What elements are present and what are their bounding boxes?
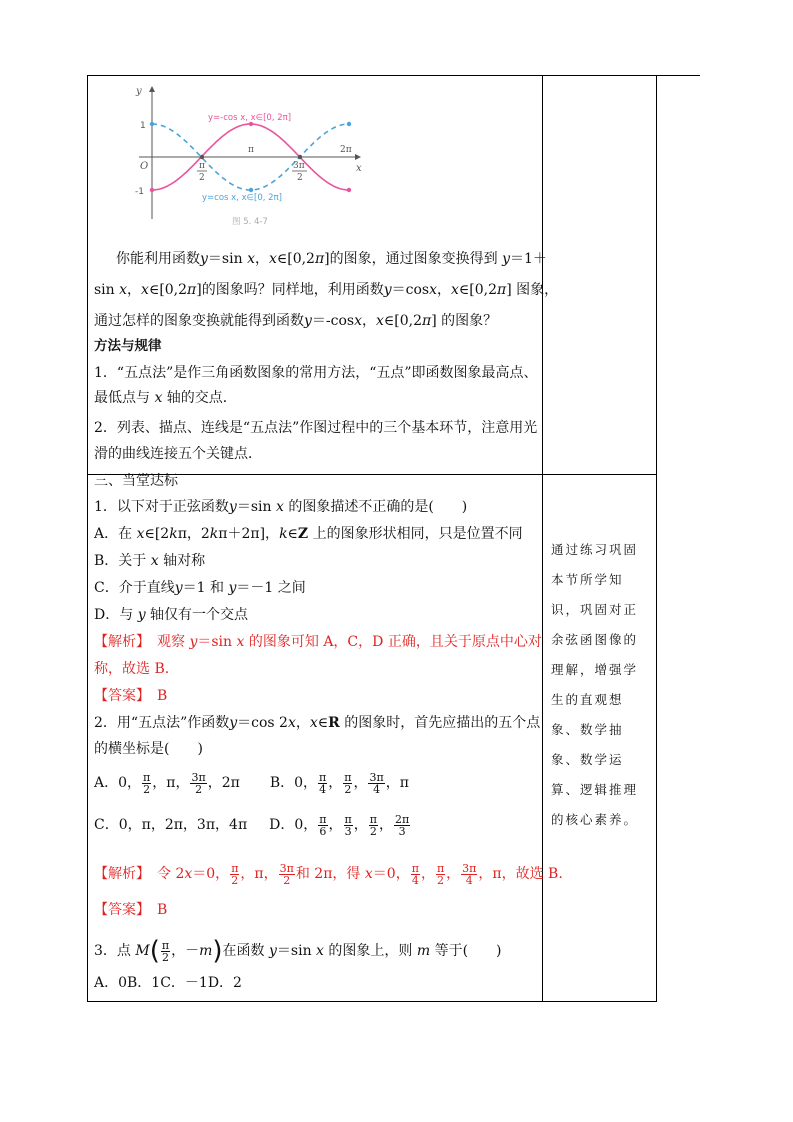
point-start-top	[150, 122, 154, 126]
intro-line-2: sin x，x∈[0,2π]的图象吗？同样地，利用函数y＝cosx，x∈[0,2π] 图象，	[94, 282, 559, 298]
q1-analysis: 【解析】 观察 y＝sin x 的图象可知 A，C，D 正确，且关于原点中心对	[94, 634, 542, 650]
method-point-2a: 2．列表、描点、连线是“五点法”作图过程中的三个基本环节，注意用光	[94, 420, 538, 436]
side-cell-top	[543, 76, 657, 475]
q1-answer: 【答案】 B	[94, 688, 168, 704]
tick-half-pi-num: π	[199, 161, 205, 171]
method-point-2b: 滑的曲线连接五个关键点．	[94, 446, 262, 462]
q1-analysis-cont: 称，故选 B.	[94, 661, 170, 677]
y-axis-label: y	[136, 86, 142, 97]
q2-stem-cont: 的横坐标是( )	[94, 741, 203, 757]
tick-minus1-label: -1	[135, 187, 144, 197]
q1-option-d: D．与 y 轴仅有一个交点	[94, 607, 249, 623]
point-half-pi	[200, 155, 204, 159]
trig-figure	[134, 84, 394, 234]
q2-answer: 【答案】 B	[94, 902, 168, 918]
tick-pi-label: π	[248, 145, 254, 155]
side-note-cell	[543, 475, 657, 1002]
q3-stem: 3．点 M( $\frac{\pi}{2}$ ，－m)在函数 y＝sin x 的图象上，则 m 等于( )	[94, 936, 502, 966]
q2-options-ab: A．0， $\frac{\pi}{2}$ ，π， $\frac{3\pi}{2}$ ，2π B．0， $\frac{\pi}{4}$ ， $\frac{\pi}{2}$ ， $\frac{3\pi}{4}$ ，π	[94, 770, 409, 796]
explore-cell	[88, 76, 559, 475]
q1-stem: 1．以下对于正弦函数y＝sin x 的图象描述不正确的是( )	[94, 499, 468, 515]
method-heading: 方法与规律	[94, 338, 162, 354]
point-start-bottom	[150, 188, 154, 192]
intro-line-3: 通过怎样的图象变换就能得到函数y＝-cosx，x∈[0,2π] 的图象？	[94, 313, 498, 329]
practice-heading: 三、当堂达标	[94, 473, 178, 489]
q1-option-c: C．介于直线y＝1 和 y＝－1 之间	[94, 580, 306, 596]
point-end-top	[347, 122, 351, 126]
point-pi-bottom	[249, 188, 253, 192]
tick-three-half-pi-den: 2	[297, 173, 303, 183]
neg-cos-legend: y=-cos x, x∈[0, 2π]	[208, 113, 292, 123]
q2-stem: 2．用“五点法”作函数y＝cos 2x，x∈R 的图象时，首先应描出的五个点	[94, 715, 541, 731]
tick-2pi-label: 2π	[340, 145, 352, 155]
method-point-1a: 1．“五点法”是作三角函数图象的常用方法，“五点”即函数图象最高点、	[94, 365, 538, 381]
tick-1-label: 1	[140, 121, 146, 131]
point-end-bottom	[347, 188, 351, 192]
tick-half-pi-den: 2	[199, 173, 205, 183]
lesson-table	[87, 75, 657, 1002]
method-point-1b: 最低点与 x 轴的交点．	[94, 390, 237, 406]
point-three-half-pi	[298, 155, 302, 159]
q2-options-cd: C．0，π，2π，3π，4π D．0， $\frac{\pi}{6}$ ， $\frac{\pi}{3}$ ， $\frac{\pi}{2}$ ， $\frac{2\pi}{3}$	[94, 812, 410, 838]
q1-option-a: A．在 x∈[2kπ，2kπ＋2π]，k∈Z 上的图象形状相同，只是位置不同	[94, 526, 523, 542]
practice-cell	[88, 473, 563, 1002]
teaching-note: 通过练习巩固本节所学知识，巩固对正余弦函图像的理解，增强学生的直观想象、数学抽象、数学运算、逻辑推理的核心素养。	[551, 542, 639, 827]
tick-three-half-pi-num: 3π	[293, 161, 305, 171]
q3-options: A．0B．1C．－1D．2	[94, 975, 242, 991]
q2-analysis: 【解析】 令 2x＝0， $\frac{\pi}{2}$ ，π， $\frac{3\pi}{2}$ 和 2π，得 x＝0， $\frac{\pi}{4}$ ， $\frac{\pi}{2}$ ， $\frac{3\pi}{4}$ ，π，故选 B.	[94, 861, 563, 887]
figure-caption: 图 5. 4-7	[232, 217, 268, 227]
x-axis-label: x	[356, 163, 362, 174]
q1-option-b: B．关于 x 轴对称	[94, 553, 206, 569]
origin-label: O	[140, 161, 149, 172]
intro-line-1: 你能利用函数y＝sin x，x∈[0,2π]的图象，通过图象变换得到 y＝1＋	[116, 251, 547, 267]
cos-legend: y=cos x, x∈[0, 2π]	[202, 193, 282, 203]
